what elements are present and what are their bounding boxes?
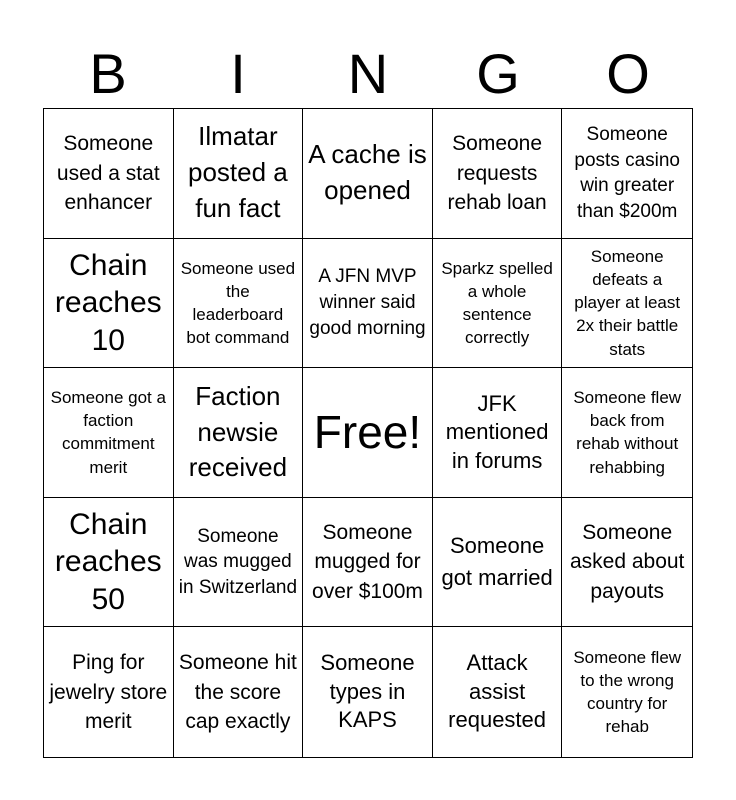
cell-text: Someone defeats a player at least 2x their battle stats [574, 247, 681, 359]
cell-text: Ping for jewelry store merit [49, 651, 168, 733]
bingo-cell-r1-c1[interactable] [44, 109, 174, 239]
bingo-cell-r1-c2[interactable] [174, 109, 304, 239]
cell-text: A cache is opened [308, 139, 427, 206]
bingo-cell-r3-c2[interactable] [174, 368, 304, 498]
header-letter-o: O [606, 42, 650, 105]
bingo-cell-r3-c5[interactable] [562, 368, 692, 498]
cell-text: Someone was mugged in Switzerland [178, 525, 298, 598]
cell-text: Someone posts casino win greater than $200m [574, 124, 680, 222]
cell-text: Someone requests rehab loan [447, 132, 547, 214]
cell-text: Someone mugged for over $100m [312, 521, 423, 603]
cell-text: Someone got married [441, 533, 553, 591]
bingo-cell-r1-c5[interactable] [562, 109, 692, 239]
bingo-cell-r4-c2[interactable] [174, 498, 304, 628]
cell-text: JFK mentioned in forums [445, 390, 549, 473]
cell-text: Sparkz spelled a whole sentence correctly [441, 258, 553, 347]
bingo-cell-r5-c3[interactable] [303, 627, 433, 757]
bingo-cell-r1-c3[interactable] [303, 109, 433, 239]
free-space-text: Free! [313, 406, 422, 459]
cell-text: Chain reaches 10 [54, 248, 162, 357]
bingo-cell-r3-c1[interactable] [44, 368, 174, 498]
bingo-cell-r4-c5[interactable] [562, 498, 692, 628]
header-letter-n: N [347, 42, 389, 105]
bingo-cell-r2-c3[interactable] [303, 239, 433, 369]
free-space-cell[interactable] [303, 368, 433, 498]
bingo-cell-r5-c1[interactable] [44, 627, 174, 757]
cell-text: Someone flew to the wrong country for rehab [573, 647, 682, 737]
cell-text: Attack assist requested [448, 650, 547, 733]
bingo-cell-r5-c2[interactable] [174, 627, 304, 757]
cell-text: Faction newsie received [188, 380, 288, 483]
bingo-cell-r2-c4[interactable] [433, 239, 563, 369]
bingo-cell-r4-c1[interactable] [44, 498, 174, 628]
bingo-cell-r2-c5[interactable] [562, 239, 692, 369]
bingo-cell-r2-c1[interactable] [44, 239, 174, 369]
bingo-cell-r5-c4[interactable] [433, 627, 563, 757]
cell-text: Chain reaches 50 [54, 507, 162, 616]
bingo-cell-r2-c2[interactable] [174, 239, 304, 369]
bingo-cell-r5-c5[interactable] [562, 627, 692, 757]
cell-text: A JFN MVP winner said good morning [309, 266, 426, 339]
bingo-cell-r3-c4[interactable] [433, 368, 563, 498]
cell-text: Someone used a stat enhancer [56, 132, 160, 214]
bingo-header [43, 40, 693, 108]
cell-text: Someone flew back from rehab without rehabbing [573, 388, 682, 477]
bingo-cell-r1-c4[interactable] [433, 109, 563, 239]
cell-text: Ilmatar posted a fun fact [188, 121, 288, 224]
bingo-cell-r4-c3[interactable] [303, 498, 433, 628]
header-letter-i: I [230, 42, 246, 105]
bingo-cell-r4-c4[interactable] [433, 498, 563, 628]
cell-text: Someone asked about payouts [569, 521, 685, 603]
header-letter-g: G [476, 42, 520, 105]
bingo-board [43, 108, 693, 758]
cell-text: Someone hit the score cap exactly [178, 651, 297, 733]
header-letter-b: B [89, 42, 127, 105]
cell-text: Someone got a faction commitment merit [50, 388, 166, 477]
cell-text: Someone used the leaderboard bot command [180, 258, 296, 347]
cell-text: Someone types in KAPS [320, 650, 415, 733]
